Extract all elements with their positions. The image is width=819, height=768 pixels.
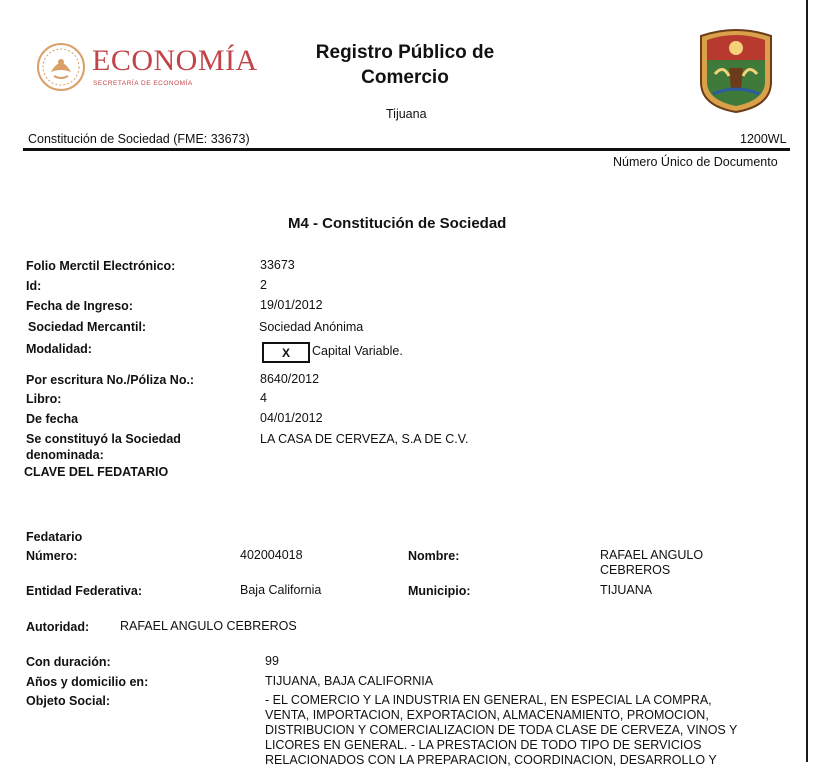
modalidad-checkbox: X [262,342,310,363]
nombre-label: Nombre: [408,549,460,563]
modalidad-value: Capital Variable. [312,344,403,358]
page-title-line2: Comercio [361,67,449,88]
numero-label: Número: [26,549,78,563]
objeto-social-text [265,693,785,768]
escritura-value: 8640/2012 [260,372,320,386]
nombre-value-line2: CEBREROS [600,563,671,577]
duracion-value: 99 [265,654,279,668]
folio-value: 33673 [260,258,295,272]
fedatario-heading: Fedatario [26,530,83,544]
constituyo-label-line2: denominada: [26,448,104,462]
page-edge [806,0,808,762]
document-code: 1200WL [740,132,787,146]
fecha-ingreso-value: 19/01/2012 [260,298,323,312]
entidad-value: Baja California [240,583,322,597]
anios-domicilio-label: Años y domicilio en: [26,675,149,689]
nud-label: Número Único de Documento [613,155,778,169]
objeto-social-line: VENTA, IMPORTACION, EXPORTACION, ALMACENAMIENTO, PROMOCION, [265,708,709,722]
numero-value: 402004018 [240,548,303,562]
clave-fedatario-label: CLAVE DEL FEDATARIO [24,465,169,479]
duracion-label: Con duración: [26,655,111,669]
sociedad-label: Sociedad Mercantil: [28,320,147,334]
page-title-line1: Registro Público de [315,42,495,63]
id-value: 2 [260,278,267,292]
mexico-coat-of-arms-icon [36,42,86,92]
folio-label: Folio Merctil Electrónico: [26,259,176,273]
id-label: Id: [26,279,42,293]
baja-california-coat-of-arms-icon [695,24,777,114]
objeto-social-line: RELACIONADOS CON LA PREPARACION, COORDINACION, DESARROLLO Y [265,753,717,767]
fecha-ingreso-label: Fecha de Ingreso: [26,299,133,313]
sociedad-value: Sociedad Anónima [259,320,364,334]
objeto-social-label: Objeto Social: [26,694,111,708]
autoridad-value: RAFAEL ANGULO CEBREROS [120,619,297,633]
modalidad-label: Modalidad: [26,342,92,356]
libro-value: 4 [260,391,267,405]
economia-logo-subtitle: SECRETARÍA DE ECONOMÍA [93,80,193,87]
page-title [300,40,510,90]
objeto-social-line: - EL COMERCIO Y LA INDUSTRIA EN GENERAL, EN ESPECIAL LA COMPRA, [265,693,712,707]
constituyo-label-line1: Se constituyó la Sociedad [26,432,181,446]
municipio-value: TIJUANA [600,583,653,597]
defecha-value: 04/01/2012 [260,411,323,425]
anios-domicilio-value: TIJUANA, BAJA CALIFORNIA [265,674,434,688]
objeto-social-line: DISTRIBUCION Y COMERCIALIZACION DE TODA CLASE DE CERVEZA, VINOS Y [265,723,738,737]
header-divider [23,148,790,151]
economia-logo [36,42,276,97]
libro-label: Libro: [26,392,62,406]
economia-logo-title: ECONOMÍA [92,44,258,77]
autoridad-label: Autoridad: [26,620,90,634]
nombre-value-line1: RAFAEL ANGULO [600,548,704,562]
section-title: M4 - Constitución de Sociedad [288,215,507,232]
defecha-label: De fecha [26,412,79,426]
escritura-label: Por escritura No./Póliza No.: [26,373,195,387]
document-type: Constitución de Sociedad (FME: 33673) [28,132,250,146]
constituyo-value: LA CASA DE CERVEZA, S.A DE C.V. [260,432,469,446]
municipio-label: Municipio: [408,584,471,598]
city-label: Tijuana [386,107,427,121]
objeto-social-line: LICORES EN GENERAL. - LA PRESTACION DE TODO TIPO DE SERVICIOS [265,738,702,752]
entidad-label: Entidad Federativa: [26,584,142,598]
